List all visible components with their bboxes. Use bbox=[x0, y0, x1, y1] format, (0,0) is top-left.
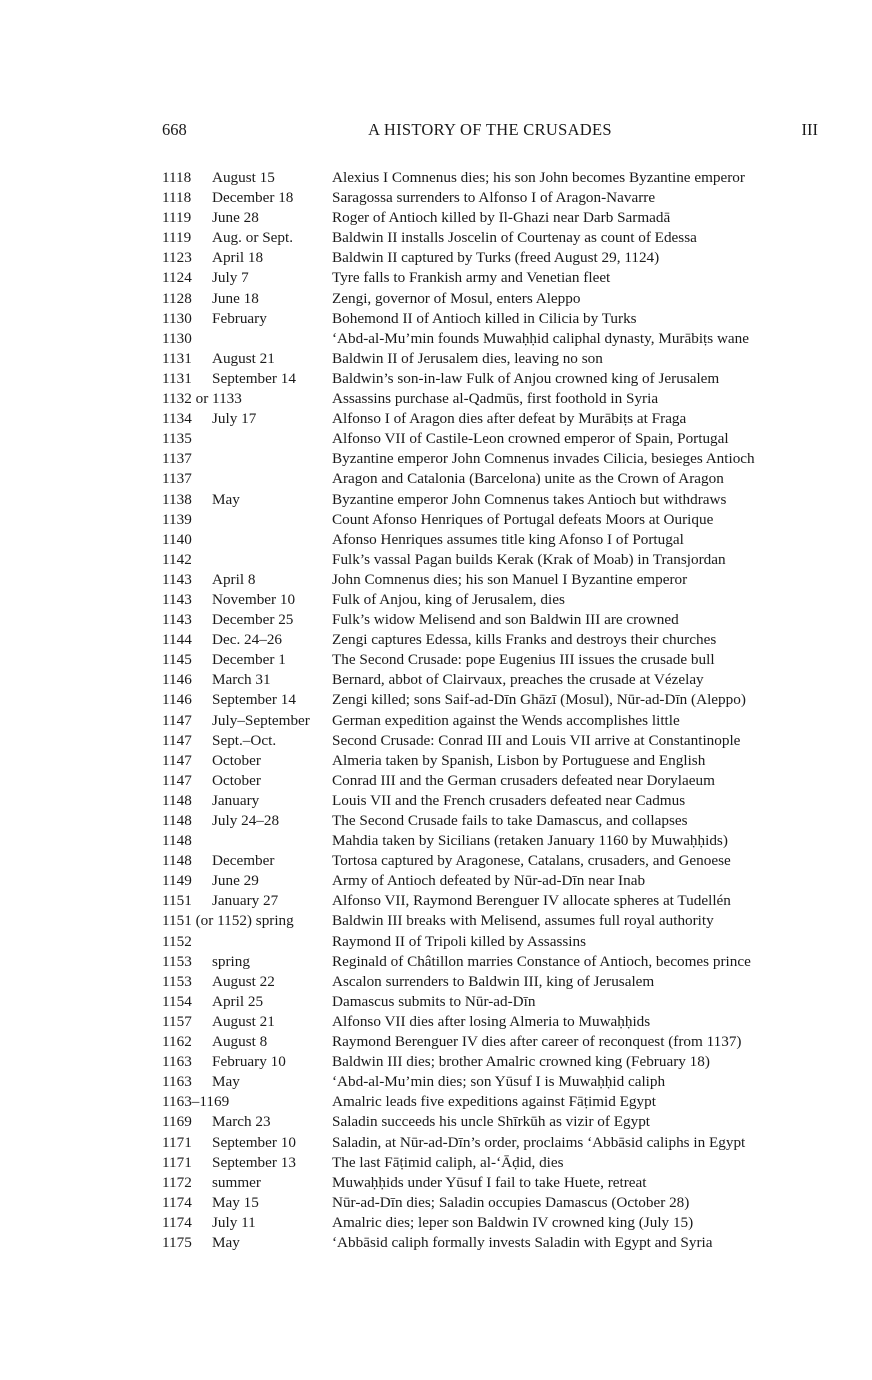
chronology-entry bbox=[162, 871, 822, 891]
entry-date: December 18 bbox=[212, 189, 294, 207]
entry-event: Aragon and Catalonia (Barcelona) unite as the Crown of Aragon bbox=[332, 470, 724, 488]
entry-year: 1147 bbox=[162, 731, 192, 749]
entry-date: July–September bbox=[212, 711, 310, 729]
entry-year: 1119 bbox=[162, 229, 192, 247]
entry-year: 1119 bbox=[162, 209, 192, 227]
entry-date: July 17 bbox=[212, 410, 257, 428]
entry-year: 1171 bbox=[162, 1133, 192, 1151]
chronology-entry bbox=[162, 1052, 822, 1072]
entry-year: 1143 bbox=[162, 590, 192, 608]
entry-date: 1163–1169 bbox=[162, 1093, 230, 1111]
entry-date: August 21 bbox=[212, 349, 275, 367]
entry-date: January bbox=[212, 791, 260, 809]
chronology-entry bbox=[162, 1012, 822, 1032]
chronology-entry bbox=[162, 289, 822, 309]
entry-event: Saladin, at Nūr-ad-Dīn’s order, proclaims ‘Abbāsid caliphs in Egypt bbox=[332, 1133, 746, 1151]
chronology-entry bbox=[162, 1173, 822, 1193]
entry-date: May bbox=[212, 490, 240, 508]
entry-year: 1154 bbox=[162, 992, 192, 1010]
entry-date: September 14 bbox=[212, 369, 296, 387]
entry-event: ‘Abd-al-Mu’min dies; son Yūsuf I is Muwaḥḥid caliph bbox=[332, 1073, 666, 1091]
entry-year: 1134 bbox=[162, 410, 192, 428]
entry-date: Sept.–Oct. bbox=[212, 731, 277, 749]
chronology-entry bbox=[162, 349, 822, 369]
entry-event: Fulk’s widow Melisend and son Baldwin III are crowned bbox=[332, 611, 679, 629]
running-title: A HISTORY OF THE CRUSADES bbox=[368, 120, 612, 139]
entry-year: 1130 bbox=[162, 309, 192, 327]
chronology-list bbox=[162, 168, 822, 1253]
entry-date: spring bbox=[212, 952, 250, 970]
entry-date: June 29 bbox=[212, 872, 259, 890]
entry-date: December bbox=[212, 852, 275, 870]
entry-year: 1144 bbox=[162, 631, 192, 649]
entry-date: July 7 bbox=[212, 269, 249, 287]
entry-year: 1137 bbox=[162, 450, 192, 468]
entry-year: 1148 bbox=[162, 852, 192, 870]
entry-date: September 14 bbox=[212, 691, 296, 709]
entry-year: 1174 bbox=[162, 1213, 192, 1231]
entry-year: 1140 bbox=[162, 530, 192, 548]
entry-date: August 8 bbox=[212, 1033, 268, 1051]
chronology-entry bbox=[162, 751, 822, 771]
entry-date: August 15 bbox=[212, 169, 275, 186]
chronology-entry bbox=[162, 911, 822, 931]
entry-year: 1135 bbox=[162, 430, 192, 448]
entry-year: 1148 bbox=[162, 832, 192, 850]
chronology-entry bbox=[162, 610, 822, 630]
entry-date: September 13 bbox=[212, 1153, 296, 1171]
chronology-entry bbox=[162, 1153, 822, 1173]
chronology-entry bbox=[162, 369, 822, 389]
entry-year: 1128 bbox=[162, 289, 192, 307]
entry-year: 1145 bbox=[162, 651, 192, 669]
entry-year: 1142 bbox=[162, 550, 192, 568]
entry-date: February 10 bbox=[212, 1053, 286, 1071]
entry-event: ‘Abbāsid caliph formally invests Saladin with Egypt and Syria bbox=[332, 1233, 713, 1251]
entry-event: Fulk of Anjou, king of Jerusalem, dies bbox=[332, 590, 565, 608]
entry-event: Louis VII and the French crusaders defeated near Cadmus bbox=[332, 791, 686, 809]
entry-year: 1153 bbox=[162, 972, 192, 990]
chronology-entry bbox=[162, 972, 822, 992]
entry-event: Zengi, governor of Mosul, enters Aleppo bbox=[332, 289, 581, 307]
entry-event: Baldwin II installs Joscelin of Courtenay as count of Edessa bbox=[332, 229, 697, 247]
entry-date: April 25 bbox=[212, 992, 264, 1010]
entry-date: summer bbox=[212, 1173, 261, 1191]
entry-year: 1146 bbox=[162, 691, 192, 709]
entry-date: March 31 bbox=[212, 671, 271, 689]
entry-year: 1138 bbox=[162, 490, 192, 508]
entry-date: Aug. or Sept. bbox=[212, 229, 293, 247]
chronology-entry bbox=[162, 670, 822, 690]
entry-year: 1143 bbox=[162, 611, 192, 629]
entry-year: 1147 bbox=[162, 711, 192, 729]
chronology-entry bbox=[162, 1133, 822, 1153]
volume-number: III bbox=[801, 120, 818, 139]
chronology-entry bbox=[162, 248, 822, 268]
entry-event: Baldwin II of Jerusalem dies, leaving no son bbox=[332, 349, 603, 367]
entry-event: Roger of Antioch killed by Il-Ghazi near Darb Sarmadā bbox=[332, 209, 671, 227]
chronology-entry bbox=[162, 1112, 822, 1132]
entry-event: Alfonso VII dies after losing Almeria to Muwaḥḥids bbox=[332, 1012, 651, 1030]
entry-year: 1139 bbox=[162, 510, 192, 528]
entry-year: 1147 bbox=[162, 771, 192, 789]
entry-date: May 15 bbox=[212, 1193, 259, 1211]
entry-event: Bernard, abbot of Clairvaux, preaches the crusade at Vézelay bbox=[332, 671, 704, 689]
entry-date: April 18 bbox=[212, 249, 264, 267]
entry-event: Tyre falls to Frankish army and Venetian fleet bbox=[332, 269, 611, 287]
entry-year: 1163 bbox=[162, 1073, 192, 1091]
entry-event: Saragossa surrenders to Alfonso I of Aragon-Navarre bbox=[332, 189, 656, 207]
chronology-entry bbox=[162, 932, 822, 952]
entry-event: Count Afonso Henriques of Portugal defeats Moors at Ourique bbox=[332, 510, 714, 528]
entry-event: Muwaḥḥids under Yūsuf I fail to take Huete, retreat bbox=[332, 1173, 647, 1191]
entry-date: December 1 bbox=[212, 651, 286, 669]
chronology-entry bbox=[162, 811, 822, 831]
entry-event: Raymond II of Tripoli killed by Assassins bbox=[332, 932, 586, 950]
entry-year: 1169 bbox=[162, 1113, 192, 1131]
entry-date: August 22 bbox=[212, 972, 275, 990]
chronology-entry bbox=[162, 449, 822, 469]
chronology-entry bbox=[162, 891, 822, 911]
entry-date: May bbox=[212, 1233, 240, 1251]
entry-event: Mahdia taken by Sicilians (retaken January 1160 by Muwaḥḥids) bbox=[332, 832, 728, 850]
entry-date: September 10 bbox=[212, 1133, 296, 1151]
chronology-entry bbox=[162, 771, 822, 791]
entry-year: 1162 bbox=[162, 1033, 192, 1051]
entry-year: 1147 bbox=[162, 751, 192, 769]
chronology-entry bbox=[162, 550, 822, 570]
entry-date: October bbox=[212, 771, 261, 789]
entry-date: July 11 bbox=[212, 1213, 256, 1231]
chronology-entry bbox=[162, 530, 822, 550]
chronology-entry bbox=[162, 992, 822, 1012]
entry-event: Nūr-ad-Dīn dies; Saladin occupies Damascus (October 28) bbox=[332, 1193, 690, 1211]
page-number: 668 bbox=[162, 120, 187, 139]
chronology-entry bbox=[162, 409, 822, 429]
chronology-entry bbox=[162, 851, 822, 871]
chronology-entry bbox=[162, 510, 822, 530]
entry-year: 1123 bbox=[162, 249, 192, 267]
entry-date: 1132 or 1133 bbox=[162, 390, 242, 408]
chronology-entry bbox=[162, 1092, 822, 1112]
entry-event: Fulk’s vassal Pagan builds Kerak (Krak of Moab) in Transjordan bbox=[332, 550, 726, 568]
entry-date: February bbox=[212, 309, 267, 327]
entry-date: June 28 bbox=[212, 209, 259, 227]
chronology-entry bbox=[162, 831, 822, 851]
entry-year: 1131 bbox=[162, 349, 192, 367]
entry-date: June 18 bbox=[212, 289, 259, 307]
entry-year: 1124 bbox=[162, 269, 192, 287]
entry-year: 1153 bbox=[162, 952, 192, 970]
entry-event: Army of Antioch defeated by Nūr-ad-Dīn near Inab bbox=[332, 872, 646, 890]
chronology-entry bbox=[162, 429, 822, 449]
chronology-entry bbox=[162, 711, 822, 731]
entry-event: Ascalon surrenders to Baldwin III, king of Jerusalem bbox=[332, 972, 655, 990]
chronology-entry bbox=[162, 1193, 822, 1213]
entry-year: 1163 bbox=[162, 1053, 192, 1071]
entry-year: 1148 bbox=[162, 791, 192, 809]
entry-year: 1157 bbox=[162, 1012, 192, 1030]
chronology-entry bbox=[162, 731, 822, 751]
entry-year: 1175 bbox=[162, 1233, 192, 1251]
entry-event: Bohemond II of Antioch killed in Cilicia by Turks bbox=[332, 309, 637, 327]
entry-event: The Second Crusade fails to take Damascus, and collapses bbox=[332, 812, 688, 829]
entry-event: Conrad III and the German crusaders defeated near Dorylaeum bbox=[332, 771, 715, 789]
entry-event: Amalric dies; leper son Baldwin IV crowned king (July 15) bbox=[332, 1213, 694, 1231]
chronology-entry bbox=[162, 188, 822, 208]
entry-date: July 24–28 bbox=[212, 812, 280, 829]
entry-year: 1151 bbox=[162, 892, 192, 910]
entry-year: 1137 bbox=[162, 470, 192, 488]
entry-event: Zengi captures Edessa, kills Franks and destroys their churches bbox=[332, 631, 717, 649]
chronology-entry bbox=[162, 570, 822, 590]
chronology-entry bbox=[162, 630, 822, 650]
chronology-entry bbox=[162, 268, 822, 288]
entry-date: 1151 (or 1152) spring bbox=[162, 912, 294, 930]
entry-event: John Comnenus dies; his son Manuel I Byzantine emperor bbox=[332, 570, 688, 588]
entry-event: Byzantine emperor John Comnenus invades Cilicia, besieges Antioch bbox=[332, 450, 755, 468]
entry-event: Byzantine emperor John Comnenus takes Antioch but withdraws bbox=[332, 490, 727, 508]
chronology-entry bbox=[162, 791, 822, 811]
entry-event: Alfonso VII, Raymond Berenguer IV allocate spheres at Tudellén bbox=[332, 892, 731, 910]
entry-date: Dec. 24–26 bbox=[212, 631, 283, 649]
entry-year: 1152 bbox=[162, 932, 192, 950]
entry-date: December 25 bbox=[212, 611, 294, 629]
entry-year: 1146 bbox=[162, 671, 192, 689]
entry-date: October bbox=[212, 751, 261, 769]
entry-year: 1131 bbox=[162, 369, 192, 387]
chronology-entry bbox=[162, 389, 822, 409]
entry-year: 1149 bbox=[162, 872, 192, 890]
entry-event: Alexius I Comnenus dies; his son John becomes Byzantine emperor bbox=[332, 169, 745, 186]
entry-event: Alfonso I of Aragon dies after defeat by Murābiṭs at Fraga bbox=[332, 410, 687, 428]
entry-year: 1143 bbox=[162, 570, 192, 588]
entry-date: August 21 bbox=[212, 1012, 275, 1030]
entry-date: January 27 bbox=[212, 892, 279, 910]
chronology-entry bbox=[162, 1213, 822, 1233]
chronology-entry bbox=[162, 228, 822, 248]
entry-date: May bbox=[212, 1073, 240, 1091]
chronology-entry bbox=[162, 690, 822, 710]
entry-event: Amalric leads five expeditions against Fāṭimid Egypt bbox=[332, 1093, 656, 1111]
entry-event: Baldwin III breaks with Melisend, assumes full royal authority bbox=[332, 912, 714, 930]
entry-event: Zengi killed; sons Saif-ad-Dīn Ghāzī (Mosul), Nūr-ad-Dīn (Aleppo) bbox=[332, 691, 746, 709]
entry-date: April 8 bbox=[212, 570, 256, 588]
chronology-entry bbox=[162, 168, 822, 188]
entry-year: 1130 bbox=[162, 329, 192, 347]
chronology-entry bbox=[162, 329, 822, 349]
entry-event: German expedition against the Wends accomplishes little bbox=[332, 711, 680, 729]
entry-event: Alfonso VII of Castile-Leon crowned emperor of Spain, Portugal bbox=[332, 430, 729, 448]
entry-event: The Second Crusade: pope Eugenius III issues the crusade bull bbox=[332, 651, 715, 669]
entry-year: 1118 bbox=[162, 189, 192, 207]
entry-event: Almeria taken by Spanish, Lisbon by Portuguese and English bbox=[332, 751, 706, 769]
entry-event: Tortosa captured by Aragonese, Catalans, crusaders, and Genoese bbox=[332, 852, 731, 870]
entry-event: Afonso Henriques assumes title king Afonso I of Portugal bbox=[332, 530, 684, 548]
entry-year: 1148 bbox=[162, 812, 192, 829]
chronology-entry bbox=[162, 1233, 822, 1253]
chronology-entry bbox=[162, 490, 822, 510]
entry-year: 1171 bbox=[162, 1153, 192, 1171]
chronology-entry bbox=[162, 208, 822, 228]
chronology-entry bbox=[162, 1072, 822, 1092]
entry-event: The last Fāṭimid caliph, al-‘Āḍid, dies bbox=[332, 1153, 564, 1171]
entry-event: Baldwin II captured by Turks (freed August 29, 1124) bbox=[332, 249, 660, 267]
entry-event: Second Crusade: Conrad III and Louis VII arrive at Constantinople bbox=[332, 731, 741, 749]
chronology-entry bbox=[162, 309, 822, 329]
entry-event: Baldwin III dies; brother Amalric crowned king (February 18) bbox=[332, 1053, 710, 1071]
entry-event: Raymond Berenguer IV dies after career of reconquest (from 1137) bbox=[332, 1033, 742, 1051]
entry-event: Assassins purchase al-Qadmūs, first foothold in Syria bbox=[332, 390, 659, 408]
chronology-entry bbox=[162, 650, 822, 670]
entry-year: 1174 bbox=[162, 1193, 192, 1211]
entry-date: November 10 bbox=[212, 590, 296, 608]
entry-event: Baldwin’s son-in-law Fulk of Anjou crowned king of Jerusalem bbox=[332, 369, 720, 387]
chronology-entry bbox=[162, 1032, 822, 1052]
entry-year: 1118 bbox=[162, 169, 192, 186]
entry-event: Damascus submits to Nūr-ad-Dīn bbox=[332, 992, 536, 1010]
page-header bbox=[162, 120, 818, 142]
chronology-entry bbox=[162, 469, 822, 489]
entry-event: Reginald of Châtillon marries Constance of Antioch, becomes prince bbox=[332, 952, 751, 970]
entry-event: ‘Abd-al-Mu’min founds Muwaḥḥid caliphal dynasty, Murābiṭs wane bbox=[332, 329, 750, 347]
entry-date: March 23 bbox=[212, 1113, 271, 1131]
entry-event: Saladin succeeds his uncle Shīrkūh as vizir of Egypt bbox=[332, 1113, 651, 1131]
entry-year: 1172 bbox=[162, 1173, 192, 1191]
chronology-entry bbox=[162, 590, 822, 610]
chronology-entry bbox=[162, 952, 822, 972]
